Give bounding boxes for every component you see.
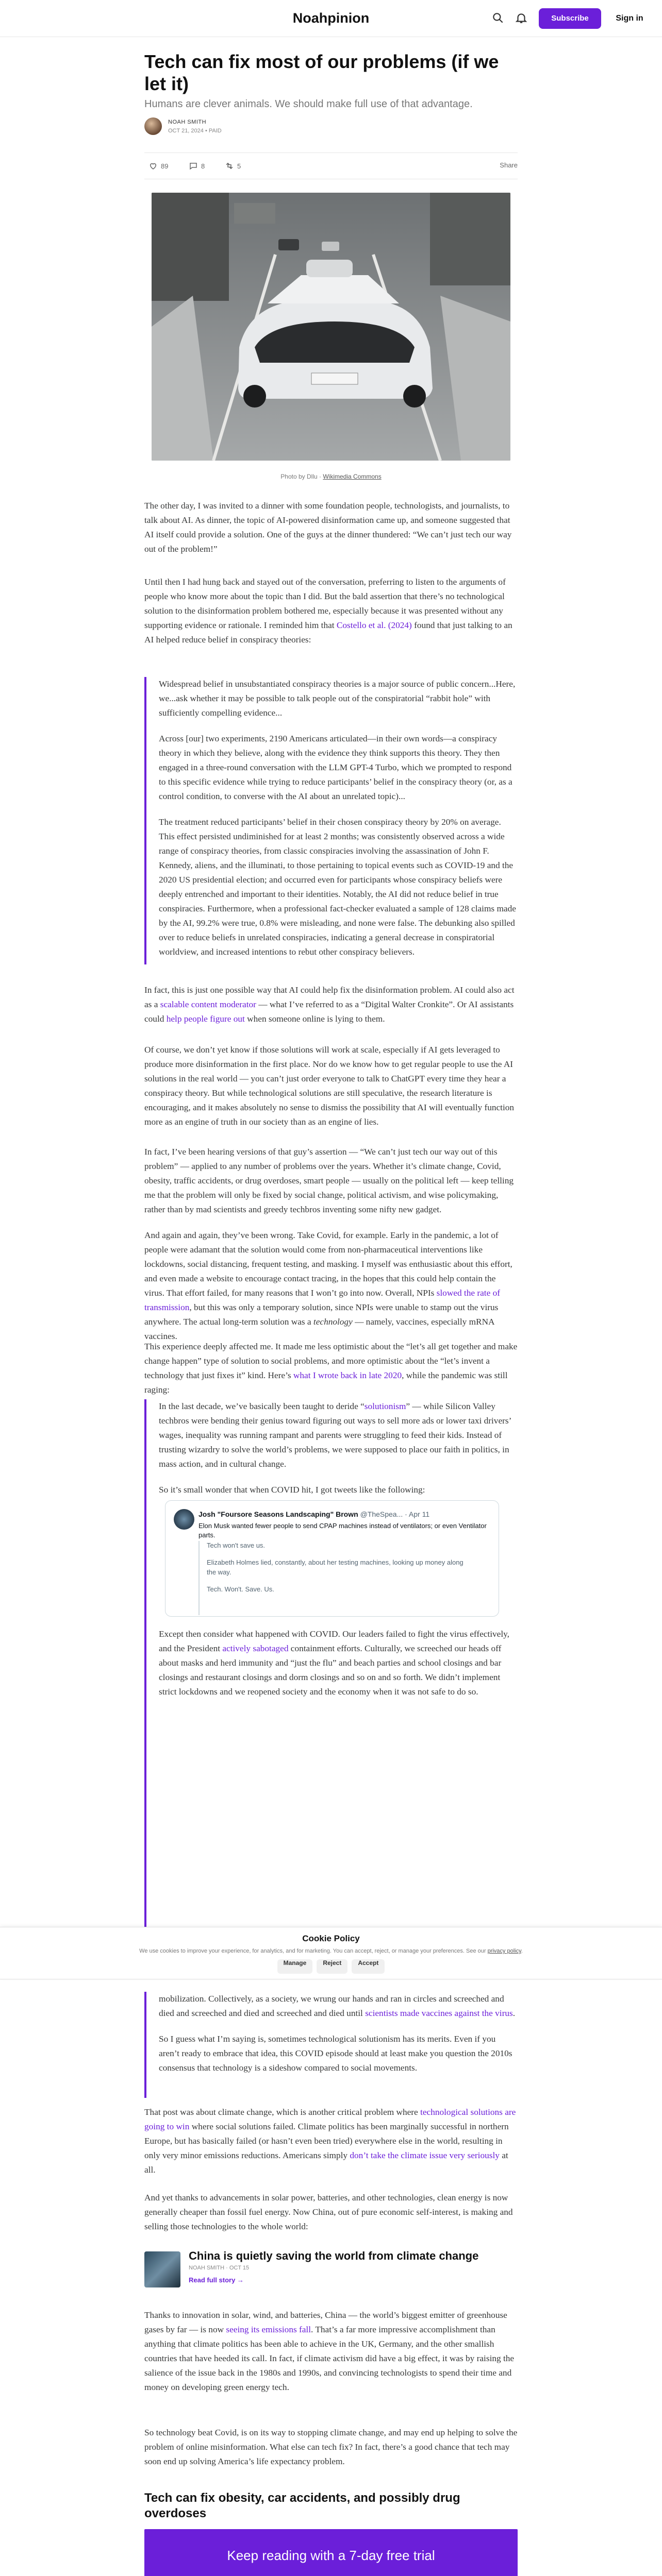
quote-6-text-a: Except then consider what happened with COVID. Our leaders failed to fight the virus effectively, and the President [159,1629,509,1654]
paragraph-10 [144,2308,518,2395]
paragraph-6-text-c: — namely, vaccines, especially mRNA vaccines. [144,1317,494,1342]
paragraph-2-text-a: Until then I had hung back and stayed out of the conversation, preferring to listen to the arguments of people who know more about the topic than I did. But the bald assertion that there’s no technological solution to the disinformation problem bothered me, especially because it was presented without any supporting evidence or rationale. I reminded him that [144,577,506,631]
paragraph-7-text-b: , while the pandemic was still raging: [144,1370,508,1395]
paragraph-2 [144,575,518,647]
paragraph-3-text-c: when someone online is lying to them. [244,1014,385,1024]
cookie-text-body: We use cookies to improve your experience, for analytics, and for marketing. You can accept, reject, or manage your preferences. See our [139,1948,488,1954]
tech-solutions-link[interactable]: technological solutions are going to win [144,2107,516,2132]
quote-4-text-a: In the last decade, we’ve basically been taught to deride “ [159,1401,365,1411]
paragraph-1: The other day, I was invited to a dinner with some foundation people, technologists, and journalists, to talk about AI. As dinner, the topic of AI-powered disinformation came up, and someone suggested that AI itself could provide a solution. One of the guys at the dinner thundered: “We can’t just tech our way out of the problem!” [144,501,512,554]
paragraph-6-emphasis: technology [313,1317,353,1327]
quote-8: So I guess what I’m saying is, sometimes technological solutionism has its merits. Even if you aren’t ready to embrace that idea, this COVID episode should at least make you question the 2010s consensus that technology is a sideshow compared to social movements. [159,2034,512,2073]
tweet-avatar [174,1509,194,1530]
transmission-link[interactable]: slowed the rate of transmission [144,1288,500,1313]
paragraph-7-text-a: This experience deeply affected me. It made me less optimistic about the “let’s all get together and make change happen” type of solution to social problems, and more optimistic about the “let’s invent a technology that just fixes it” kind. Here’s [144,1342,518,1381]
author-avatar[interactable] [144,117,162,135]
tweet-handle: @TheSpea... · Apr 11 [360,1510,430,1518]
vaccines-link[interactable]: scientists made vaccines against the virus [365,2008,513,2019]
tweet-line-3: Tech. Won't. Save. Us. [207,1585,274,1593]
quote-6-text-b: containment efforts. Culturally, we screeched our heads off about masks and herd immunity and “just the flu” and beach parties and school closings and bar closings and restaurant closings and dorm closings and so on and so forth. We didn’t implement strict lockdowns and we reopened society and the economy when it was not safe to do so. [159,1643,502,1697]
paragraph-6 [144,1228,518,1344]
paragraph-7 [144,1340,518,1397]
costello-link[interactable]: Costello et al. (2024) [336,620,412,631]
post-actions [144,152,518,179]
comment-count: 8 [201,162,205,170]
quote-5: So it’s small wonder that when COVID hit, I got tweets like the following: [159,1485,425,1495]
quote-4 [159,1399,518,1471]
embedded-post-card[interactable] [144,2245,518,2297]
quote-7-text-a: mobilization. Collectively, as a society, we wrung our hands and ran in circles and screeched and died and screeched and died and screeched and died until [159,1994,504,2019]
paragraph-6-text-a: And again and again, they’ve been wrong. Take Covid, for example. Early in the pandemic, a lot of people were adamant that the solution would come from non-pharmaceutical interventions like lockdowns, social distancing, frequent testing, and masking. I myself was enthusiastic about this effort, and even made a website to encourage contact tracing, in the hopes that this could help contain the virus. That effort failed, for many reasons that I won’t go into now. Overall, NPIs [144,1230,512,1298]
wrote-2020-link[interactable]: what I wrote back in late 2020 [293,1370,402,1381]
like-count: 89 [161,162,169,170]
post-card-author: NOAH SMITH · OCT 15 [189,2265,250,2271]
post-subtitle: Humans are clever animals. We should make full use of that advantage. [144,98,473,110]
paragraph-10-text-b: . That’s a far more impressive accomplishment than anything that climate politics has been able to achieve in the UK, Germany, and the other smallish countries that have heeded its call. In fact, if climate activism did have a big effect, it was by raising the salience of the issue back in the 1980s and 1990s, and convincing technologists to spend their time and money on developing green energy tech. [144,2325,515,2393]
cookie-manage-button[interactable]: Manage [277,1959,313,1974]
paragraph-3-text-b: — what I’ve referred to as a “Digital Walter Cronkite”. Or AI assistants could [144,999,514,1024]
quote-7 [159,1992,518,2021]
tweet-author: Josh "Foursore Seasons Landscaping" Brown [198,1510,358,1518]
caption-source-link[interactable]: Wikimedia Commons [323,473,382,480]
tweet-body [198,1541,467,1615]
post-card-title: China is quietly saving the world from climate change [189,2249,479,2262]
quote-4-text-b: ” — while Silicon Valley techbros were bending their genius toward figuring out ways to sell more ads or lower taxi drivers’ wages, inequality was running rampant and parents were struggling to feed their kids. Instead of trusting wizardry to solve the world’s problems, we were supposed to place our faith in politics, in mass action, and in cultural change. [159,1401,511,1469]
restack-button[interactable] [225,161,241,171]
paragraph-9: And yet thanks to advancements in solar power, batteries, and other technologies, clean energy is now generally cheaper than fossil fuel energy. Now China, out of pure economic self-interest, is making and selling those technologies to the whole world: [144,2193,513,2232]
restack-count: 5 [237,162,241,170]
paragraph-6-text-b: , but this was only a temporary solution, since NPIs were unable to stamp out the virus anywhere. The actual long-term solution was a [144,1302,499,1327]
section-heading: Tech can fix obesity, car accidents, and possibly drug overdoses [144,2491,460,2520]
paragraph-5: In fact, I’ve been hearing versions of that guy’s assertion — “We can’t just tech our way out of this problem” — applied to any number of problems over the years. Whether it’s climate change, Covid, obesity, traffic accidents, or drug overdoses, smart people — usually on the political left — keep telling me that the problem will only be fixed by social change, political activism, and wise policymaking, rather than by mad scientists and greedy techbros inventing some nifty new gadget. [144,1147,514,1215]
emissions-fall-link[interactable]: seeing its emissions fall [226,2325,311,2335]
restack-icon [225,161,234,171]
tweet-line-2: Elizabeth Holmes lied, constantly, about her testing machines, looking up money along the way. [207,1558,464,1576]
cookie-banner [0,1927,662,1979]
comment-icon [189,161,198,171]
paragraph-8-text-c: at all. [144,2150,508,2175]
publication-name[interactable]: Noahpinion [292,10,370,26]
post-title: Tech can fix most of our problems (if we let it) [144,51,499,95]
tweet-embed[interactable] [165,1500,499,1617]
tweet-line-1: Tech won't save us. [207,1541,266,1549]
byline [144,117,518,140]
privacy-policy-link[interactable]: privacy policy [487,1948,521,1954]
quote-2: Across [our] two experiments, 2190 Americans articulated—in their own words—a conspiracy theory in which they believe, along with the evidence they think supports this theory. They then engaged in a three-round conversation with the LLM GPT-4 Turbo, which we prompted to respond to this specific evidence while trying to reduce participants’ belief in the conspiracy theory (or, as a control condition, to converse with the AI about an unrelated topic)... [159,734,512,802]
cookie-title: Cookie Policy [302,1934,360,1943]
paragraph-3-text-a: In fact, this is just one possible way that AI could help fix the disinformation problem. AI could also act as a [144,985,515,1010]
blockquote-1 [144,677,518,964]
quote-6 [159,1627,518,1699]
cookie-text: We use cookies to improve your experience, for analytics, and for marketing. You can accept, reject, or manage your preferences. See our privacy policy. [139,1948,523,1954]
hero-image [152,193,510,461]
caption-text: Photo by Dllu [280,473,318,480]
paywall-title: Keep reading with a 7-day free trial [227,2548,435,2563]
paragraph-8-text-b: where social solutions failed. Climate politics has been marginally successful in northern Europe, but has basically failed (or hasn’t even been tried) everywhere else in the world, resulting in only very minor emissions reductions. Americans simply [144,2122,509,2161]
quote-3: The treatment reduced participants’ belief in their chosen conspiracy theory by 20% on average. This effect persisted undiminished for at least 2 months; was consistently observed across a wide range of conspiracy theories, from classic conspiracies involving the assassination of John F. Kennedy, aliens, and the illuminati, to those pertaining to topical events such as COVID-19 and the 2020 US presidential election; and occurred even for participants whose conspiracy beliefs were deeply entrenched and important to their identities. Notably, the AI did not reduce belief in true conspiracies. Furthermore, when a professional fact-checker evaluated a sample of 128 claims made by the AI, 99.2% were true, 0.8% were misleading, and none were false. The debunking also spilled over to reduce beliefs in unrelated conspiracies, indicating a general decrease in conspiratorial worldview, and increased intentions to rebut other conspiracy believers. [159,817,516,957]
content-moderator-link[interactable]: scalable content moderator [160,999,256,1010]
subscribe-button[interactable]: Subscribe [539,8,601,29]
sabotaged-link[interactable]: actively sabotaged [222,1643,289,1654]
paragraph-4: Of course, we don’t yet know if those solutions will work at scale, especially if AI gets leveraged to produce more disinformation in the first place. Nor do we know how to get regular people to use the AI solutions in the real world — you can’t just order everyone to talk to ChatGPT every time they hear a conspiracy theory. But while technological solutions are still speculative, the research literature is encouraging, and it makes absolutely no sense to dismiss the possibility that AI will eventually function more as an engine of truth in our society than as an engine of lies. [144,1045,515,1127]
signin-button[interactable]: Sign in [616,14,643,23]
figure-out-link[interactable]: help people figure out [166,1014,245,1024]
cookie-reject-button[interactable]: Reject [317,1959,347,1974]
share-button[interactable]: Share [500,161,518,169]
comment-button[interactable] [189,161,205,171]
top-bar [0,0,662,37]
paragraph-11: So technology beat Covid, is on its way to stopping climate change, and may end up helping to solve the problem of online misinformation. What else can tech fix? In fact, there’s a good chance that tech may soon end up solving America’s life expectancy problem. [144,2428,518,2467]
image-caption: Photo by Dllu · Wikimedia Commons [280,473,382,480]
post-date: OCT 21, 2024 • PAID [168,128,222,134]
cookie-accept-button[interactable]: Accept [352,1959,385,1974]
solutionism-link[interactable]: solutionism [364,1401,406,1411]
blockquote-2 [144,1399,518,1930]
read-full-story-link[interactable]: Read full story → [189,2276,244,2284]
paragraph-8 [144,2105,518,2177]
paragraph-2-text-b: found that just talking to an AI helped reduce belief in conspiracy theories: [144,620,512,645]
blockquote-3 [144,1992,518,2098]
activity-bell-icon[interactable] [515,11,528,25]
quote-1: Widespread belief in unsubstantiated conspiracy theories is a major source of public concern...Here, we...ask whether it may be possible to talk people out of the conspiratorial “rabbit hole” with sufficiently compelling evidence... [159,679,516,718]
climate-seriously-link[interactable]: don’t take the climate issue very seriously [350,2150,500,2161]
heart-icon [148,161,158,171]
paywall [144,2529,518,2576]
post-card-thumbnail [144,2251,180,2287]
author-name[interactable]: NOAH SMITH [168,119,207,125]
tweet-quoted-text: Elon Musk wanted fewer people to send CPAP machines instead of ventilators; or even Ventilator parts. [198,1522,487,1539]
like-button[interactable] [148,161,168,171]
paywall-text [187,2574,475,2576]
tweet-header [198,1510,429,1518]
paragraph-3 [144,983,518,1026]
quote-7-text-b: . [512,2008,516,2019]
search-icon[interactable] [491,11,505,25]
paragraph-8-text-a: That post was about climate change, which is another critical problem where [144,2107,421,2117]
paragraph-10-text-a: Thanks to innovation in solar, wind, and batteries, China — the world’s biggest emitter of greenhouse gases by far — is now [144,2310,507,2335]
